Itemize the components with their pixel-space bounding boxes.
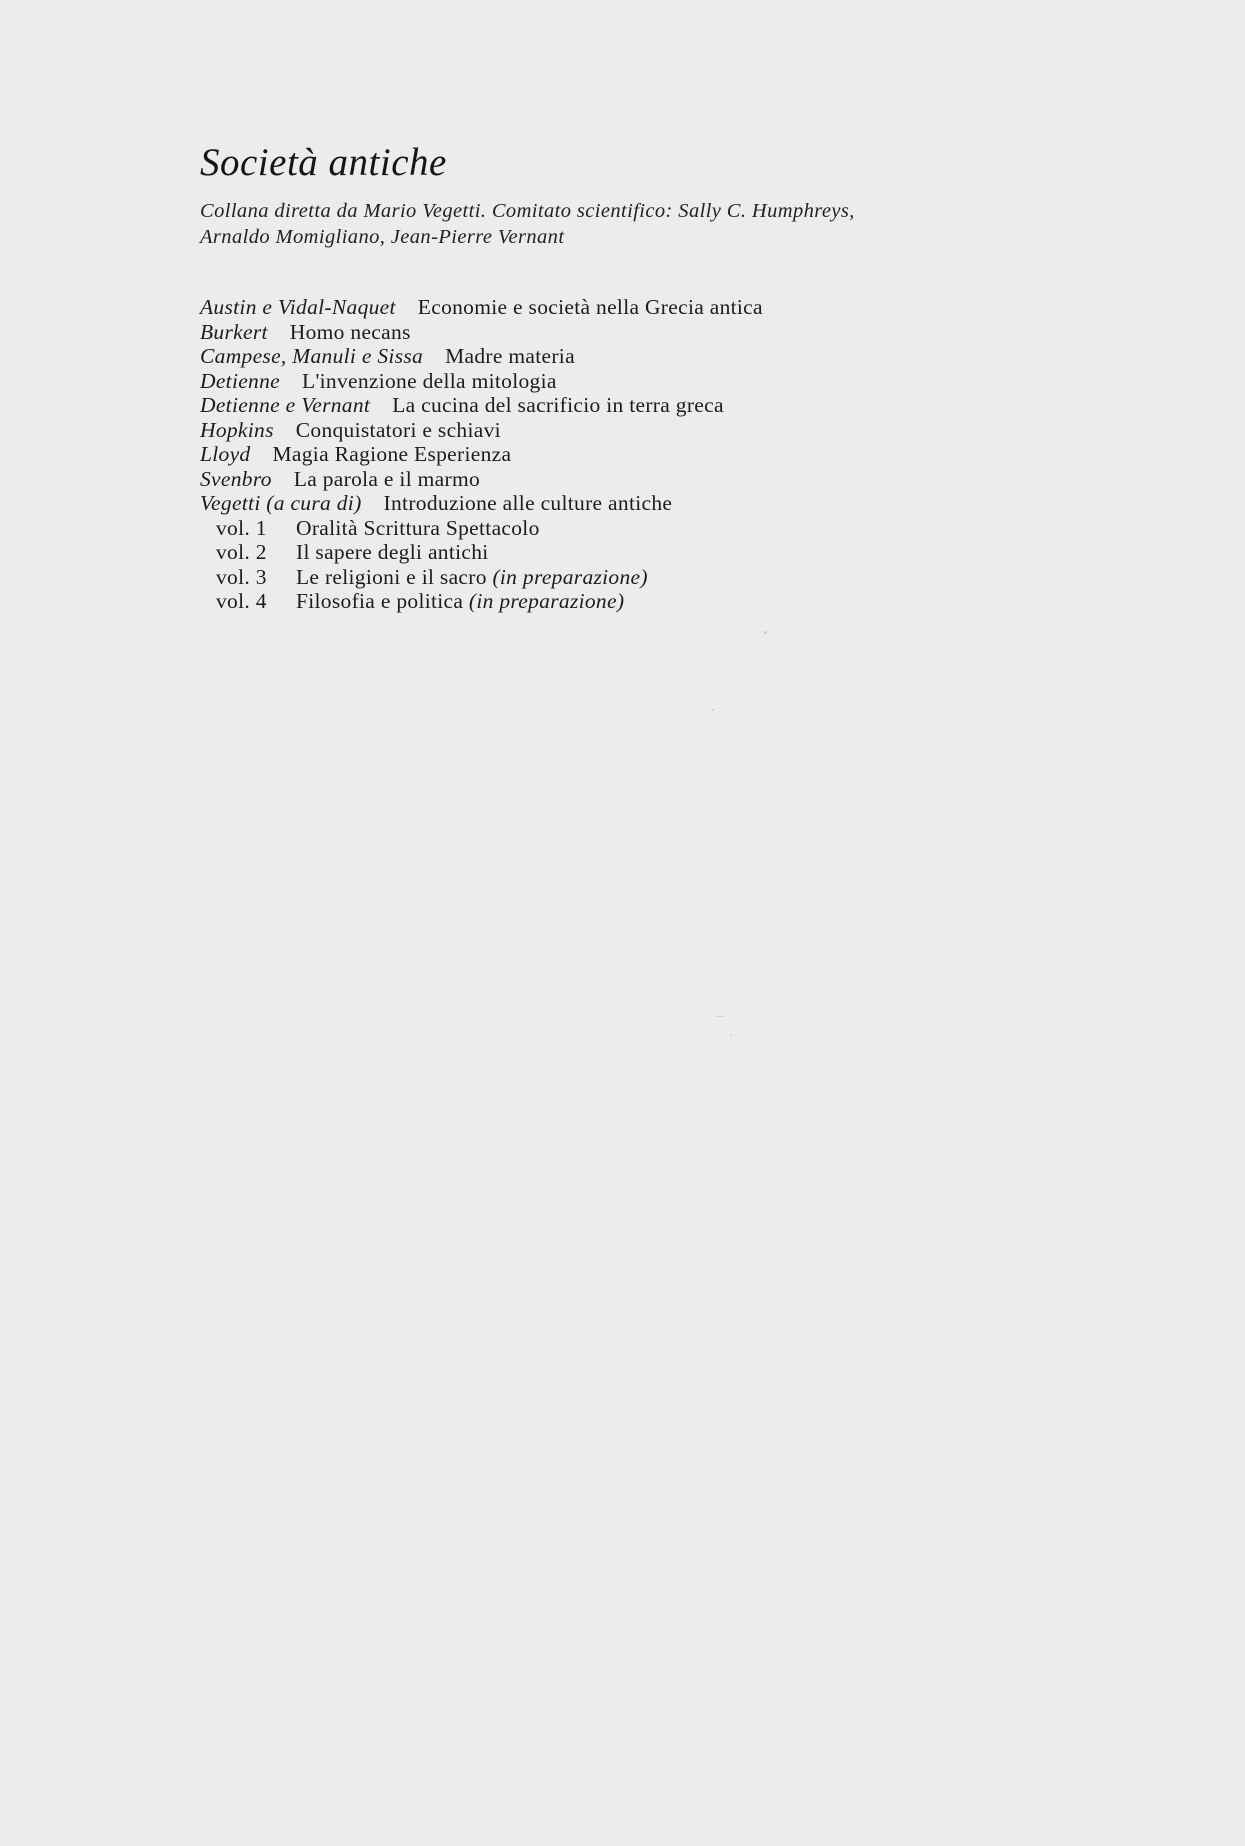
series-direction-line-1: Collana diretta da Mario Vegetti. Comitato scientifico: Sally C. Humphreys, [200,200,855,222]
entry-author: Austin e Vidal-Naquet [200,295,396,319]
book-list [200,295,1000,614]
entry-title: Magia Ragione Esperienza [272,442,512,466]
volume-title: Oralità Scrittura Spettacolo [296,515,540,540]
volume-title: Le religioni e il sacro [296,564,493,589]
volume-item [200,565,1000,590]
volume-label: vol. 4 [216,589,267,613]
paper-speck [716,1016,724,1017]
list-item [200,418,1000,443]
volume-item [200,516,1000,541]
volume-status-note: (in preparazione) [492,564,648,589]
volume-label: vol. 2 [216,540,267,564]
volume-label: vol. 1 [216,515,267,540]
list-item [200,491,1000,516]
entry-title: Conquistatori e schiavi [295,417,501,442]
volume-label: vol. 3 [216,564,267,589]
list-item [200,442,1000,467]
entry-title: La parola e il marmo [293,466,481,491]
volume-item [200,540,1000,565]
entry-author: Detienne [200,368,281,393]
entry-author: Detienne e Vernant [200,393,371,417]
list-item [200,393,1000,418]
entry-title: L'invenzione della mitologia [302,368,557,393]
list-item [200,467,1000,492]
entry-author: Campese, Manuli e Sissa [200,344,424,368]
entry-title: La cucina del sacrificio in terra greca [392,393,724,417]
volume-title: Filosofia e politica [296,589,469,613]
list-item [200,320,1000,345]
entry-author: Burkert [200,319,268,344]
volume-title: Il sapere degli antichi [296,540,489,564]
entry-title: Introduzione alle culture antiche [383,491,673,515]
list-item [200,344,1000,369]
paper-speck [712,709,714,711]
entry-author: Hopkins [200,417,274,442]
series-direction-line-2: Arnaldo Momigliano, Jean-Pierre Vernant [200,226,565,248]
entry-title: Homo necans [289,319,411,344]
volume-status-note: (in preparazione) [468,589,625,613]
list-item [200,369,1000,394]
entry-author: Vegetti (a cura di) [200,491,362,515]
paper-speck [764,631,767,634]
entry-title: Economie e società nella Grecia antica [417,295,763,319]
entry-title: Madre materia [445,344,575,368]
volume-item [200,589,1000,614]
entry-author: Svenbro [200,466,272,491]
paper-speck [730,1034,732,1036]
list-item [200,295,1000,320]
series-title: Società antiche [200,141,447,184]
series-direction [200,198,980,250]
entry-author: Lloyd [200,442,251,466]
